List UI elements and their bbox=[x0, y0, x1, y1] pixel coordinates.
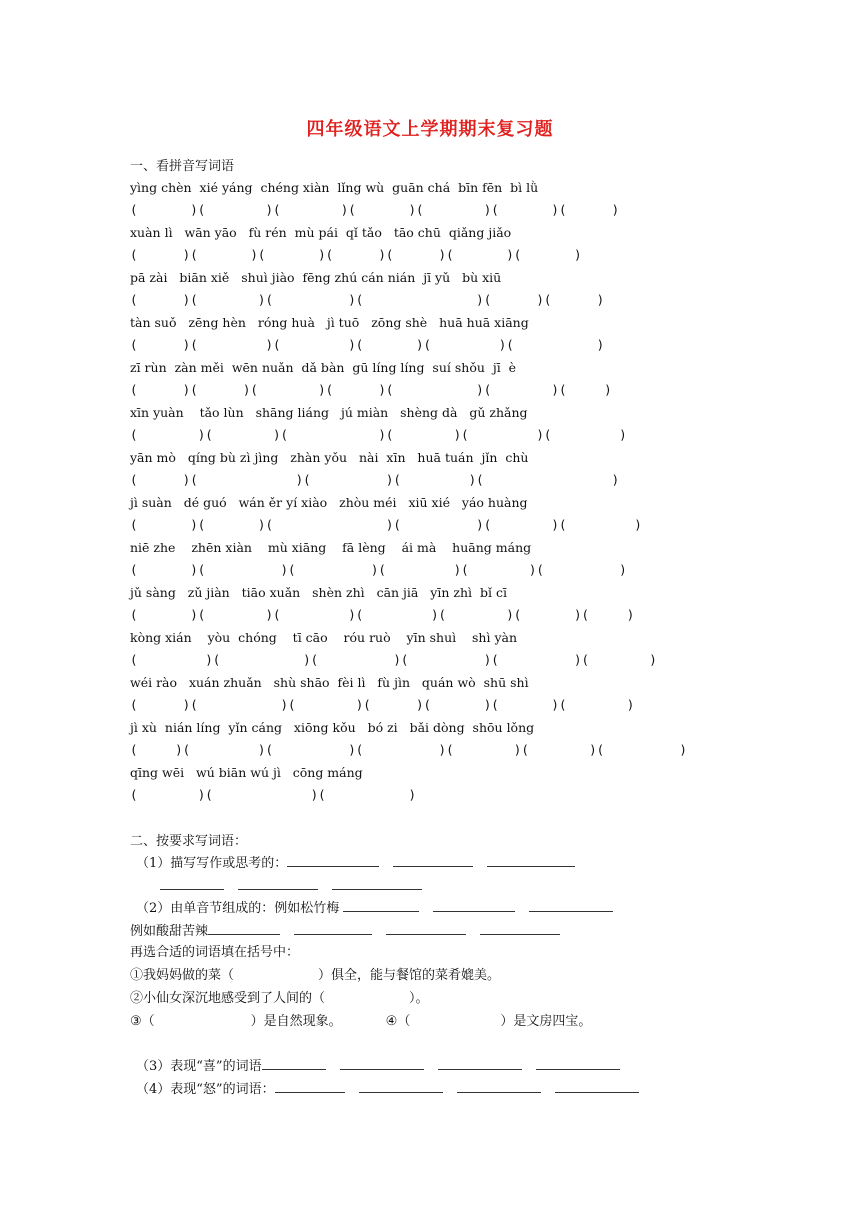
pinyin-line: kòng xián yòu chóng tī cāo róu ruò yīn shuì shì yàn bbox=[130, 630, 518, 645]
pinyin-line: yān mò qíng bù zì jìng zhàn yǒu nài xīn huā tuán jǐn chù bbox=[130, 450, 529, 465]
pinyin-line: jì suàn dé guó wán ěr yí xiào zhòu méi xiū xié yáo huàng bbox=[130, 495, 528, 510]
answer-blank[interactable] bbox=[457, 1078, 541, 1093]
q4-row bbox=[136, 1078, 653, 1100]
pinyin-line: yìng chèn xié yáng chéng xiàn lǐng wù guān chá bīn fēn bì lǜ bbox=[130, 180, 539, 195]
fill-1 bbox=[130, 966, 500, 986]
pinyin-line: xuàn lì wān yāo fù rén mù pái qǐ tǎo tāo chū qiǎng jiǎo bbox=[130, 225, 512, 240]
q2-row bbox=[136, 897, 627, 919]
q2-label: （2）由单音节组成的：例如松竹梅 bbox=[136, 901, 340, 916]
pinyin-line: pā zài biān xiě shuì jiào fēng zhú cán nián jī yǔ bù xiū bbox=[130, 270, 502, 285]
answer-blank[interactable] bbox=[487, 852, 575, 867]
fill-intro: 再选合适的词语填在括号中： bbox=[130, 945, 300, 960]
answer-brackets[interactable]: ( )( )( )( )( )( ) bbox=[130, 517, 642, 532]
answer-brackets[interactable]: ( )( )( )( )( )( )( ) bbox=[130, 202, 620, 217]
answer-blank[interactable] bbox=[294, 920, 372, 935]
answer-blank[interactable] bbox=[238, 875, 318, 890]
pinyin-line: tàn suǒ zēng hèn róng huà jì tuō zōng shè huā huā xiāng bbox=[130, 315, 529, 330]
answer-brackets[interactable]: ( )( )( )( )( )( ) bbox=[130, 337, 605, 352]
q1-row-2 bbox=[160, 875, 436, 897]
answer-blank[interactable] bbox=[275, 1078, 345, 1093]
q1-row bbox=[136, 852, 589, 874]
answer-brackets[interactable]: ( )( )( ) bbox=[130, 787, 416, 802]
pinyin-line: jǔ sàng zǔ jiàn tiāo xuǎn shèn zhì cān jiā yīn zhì bǐ cī bbox=[130, 585, 507, 600]
fill-4-end: ）是文房四宝。 bbox=[500, 1014, 592, 1029]
answer-brackets[interactable]: ( )( )( )( )( )( )( ) bbox=[130, 382, 612, 397]
fill-3-start: ③（ bbox=[130, 1014, 155, 1029]
fill-1-start: ①我妈妈做的菜（ bbox=[130, 968, 235, 983]
answer-brackets[interactable]: ( )( )( )( )( )( )( ) bbox=[130, 607, 635, 622]
pinyin-line: wéi rào xuán zhuǎn shù shāo fèi lì fù jìn quán wò shū shì bbox=[130, 675, 529, 690]
q2-example2: 例如酸甜苦辣 bbox=[130, 924, 209, 939]
pinyin-line: jì xù nián líng yǐn cáng xiōng kǒu bó zi bǎi dòng shōu lǒng bbox=[130, 720, 535, 735]
answer-blank[interactable] bbox=[386, 920, 466, 935]
answer-blank[interactable] bbox=[262, 1055, 326, 1070]
q3-row bbox=[136, 1055, 634, 1077]
fill-2-start: ②小仙女深沉地感受到了人间的（ bbox=[130, 991, 326, 1006]
pinyin-line: xīn yuàn tǎo lùn shāng liáng jú miàn shèng dà gǔ zhǎng bbox=[130, 405, 528, 420]
page-title: 四年级语文上学期期末复习题 bbox=[306, 119, 554, 140]
answer-brackets[interactable]: ( )( )( )( )( ) bbox=[130, 472, 620, 487]
q1-label: （1）描写写作或思考的： bbox=[136, 856, 288, 871]
fill-3-end: ）是自然现象。 bbox=[250, 1014, 342, 1029]
q4-label: （4）表现“怒”的词语： bbox=[136, 1082, 275, 1097]
answer-brackets[interactable]: ( )( )( )( )( )( )( ) bbox=[130, 697, 635, 712]
answer-blank[interactable] bbox=[536, 1055, 620, 1070]
answer-blank[interactable] bbox=[480, 920, 560, 935]
section2-heading: 二、按要求写词语： bbox=[130, 834, 248, 849]
answer-blank[interactable] bbox=[529, 897, 613, 912]
pinyin-exercise bbox=[130, 176, 690, 806]
answer-blank[interactable] bbox=[340, 1055, 424, 1070]
answer-blank[interactable] bbox=[433, 897, 515, 912]
pinyin-line: niē zhe zhēn xiàn mù xiāng fā lèng ái mà huāng máng bbox=[130, 540, 532, 555]
answer-brackets[interactable]: ( )( )( )( )( )( )( ) bbox=[130, 742, 687, 757]
answer-brackets[interactable]: ( )( )( )( )( )( ) bbox=[130, 427, 627, 442]
answer-brackets[interactable]: ( )( )( )( )( )( )( ) bbox=[130, 247, 582, 262]
answer-brackets[interactable]: ( )( )( )( )( )( ) bbox=[130, 292, 605, 307]
q2-row-2 bbox=[130, 920, 574, 942]
fill-3-4 bbox=[130, 1012, 591, 1032]
answer-blank[interactable] bbox=[359, 1078, 443, 1093]
q3-label: （3）表现“喜”的词语 bbox=[136, 1059, 262, 1074]
answer-blank[interactable] bbox=[438, 1055, 522, 1070]
fill-2 bbox=[130, 989, 429, 1009]
answer-blank[interactable] bbox=[208, 920, 280, 935]
answer-blank[interactable] bbox=[332, 875, 422, 890]
pinyin-line: qīng wēi wú biān wú jì cōng máng bbox=[130, 765, 363, 780]
fill-4-start: ④（ bbox=[385, 1014, 411, 1029]
answer-blank[interactable] bbox=[555, 1078, 639, 1093]
section1-heading: 一、看拼音写词语 bbox=[130, 159, 235, 174]
fill-1-end: ）俱全，能与餐馆的菜肴媲美。 bbox=[318, 968, 501, 983]
answer-blank[interactable] bbox=[287, 852, 379, 867]
answer-blank[interactable] bbox=[160, 875, 224, 890]
answer-brackets[interactable]: ( )( )( )( )( )( ) bbox=[130, 562, 627, 577]
answer-brackets[interactable]: ( )( )( )( )( )( ) bbox=[130, 652, 657, 667]
fill-2-end: ）。 bbox=[409, 991, 429, 1006]
answer-blank[interactable] bbox=[393, 852, 473, 867]
pinyin-line: zī rùn zàn měi wēn nuǎn dǎ bàn gū líng líng suí shǒu jī è bbox=[130, 360, 517, 375]
answer-blank[interactable] bbox=[343, 897, 419, 912]
